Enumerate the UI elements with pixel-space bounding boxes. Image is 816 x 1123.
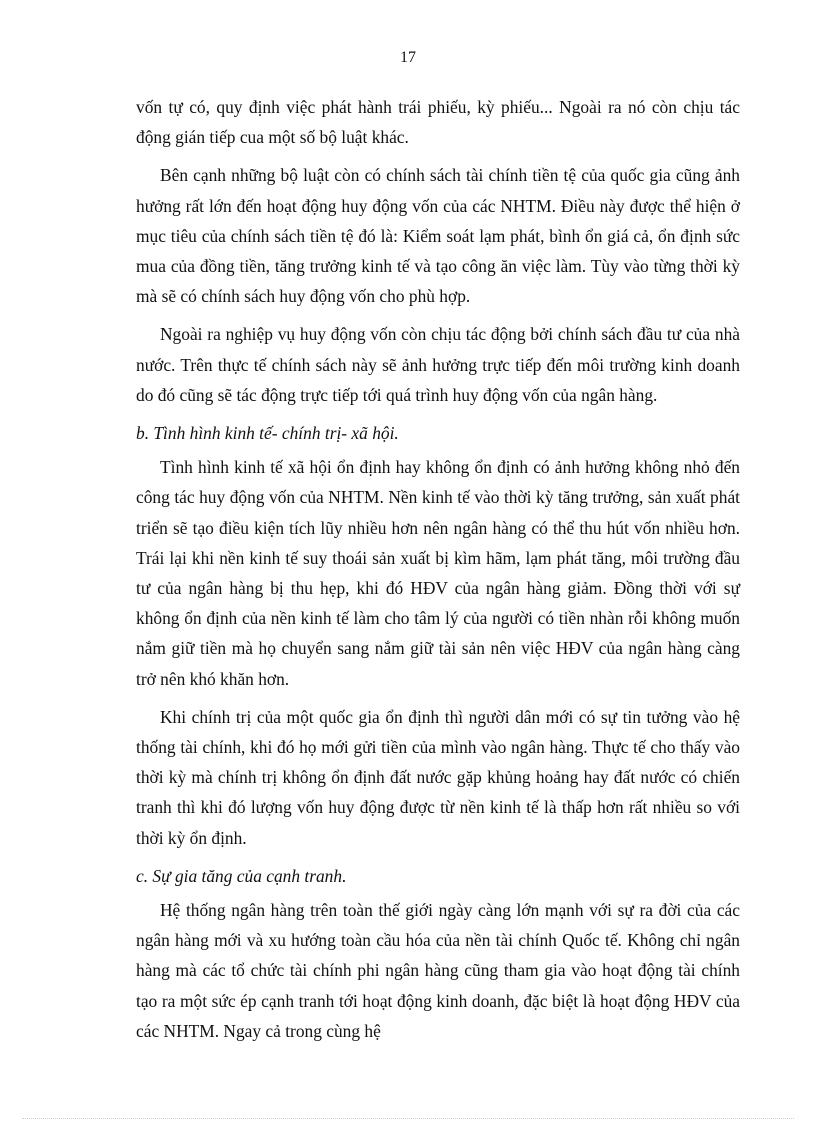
paragraph-competition: Hệ thống ngân hàng trên toàn thế giới ngày càng lớn mạnh với sự ra đời của các ngân hàng mới và xu hướng toàn cầu hóa của nền tài chính Quốc tế. Không chỉ ngân hàng mà các tổ chức tài chính phi ngân hàng cũng tham gia vào hoạt động tài chính tạo ra một sức ép cạnh tranh tới hoạt động kinh doanh, đặc biệt là hoạt động HĐV của các NHTM. Ngay cả trong cùng hệ	[136, 900, 740, 1041]
section-heading-c: c. Sự gia tăng của cạnh tranh.	[136, 865, 347, 886]
page-bottom-border	[22, 1118, 794, 1119]
section-heading-b: b. Tình hình kinh tế- chính trị- xã hội.	[136, 423, 399, 444]
paragraph-economic-situation: Tình hình kinh tế xã hội ổn định hay không ổn định có ảnh hưởng không nhỏ đến công tác huy động vốn của NHTM. Nền kinh tế vào thời kỳ tăng trưởng, sản xuất phát triển sẽ tạo điều kiện tích lũy nhiều hơn nên ngân hàng có thể thu hút vốn nhiều hơn. Trái lại khi nền kinh tế suy thoái sản xuất bị kìm hãm, lạm phát tăng, môi trường đầu tư của ngân hàng bị thu hẹp, khi đó HĐV của ngân hàng giảm. Đồng thời với sự không ổn định của nền kinh tế làm cho tâm lý của người có tiền nhàn rỗi không muốn nắm giữ tiền mà họ chuyển sang nắm giữ tài sản nên việc HĐV của ngân hàng càng trở nên khó khăn hơn.	[136, 457, 740, 689]
paragraph-investment-policy: Ngoài ra nghiệp vụ huy động vốn còn chịu tác động bởi chính sách đầu tư của nhà nước. Trên thực tế chính sách này sẽ ảnh hưởng trực tiếp đến môi trường kinh doanh do đó cũng sẽ tác động trực tiếp tới quá trình huy động vốn của ngân hàng.	[136, 324, 740, 405]
paragraph-continued: vốn tự có, quy định việc phát hành trái phiếu, kỳ phiếu... Ngoài ra nó còn chịu tác động gián tiếp cua một số bộ luật khác.	[136, 97, 740, 148]
document-body	[136, 92, 740, 1054]
paragraph-monetary-policy: Bên cạnh những bộ luật còn có chính sách tài chính tiền tệ của quốc gia cũng ảnh hưởng rất lớn đến hoạt động huy động vốn của các NHTM. Điều này được thể hiện ở mục tiêu của chính sách tiền tệ đó là: Kiểm soát lạm phát, bình ổn giá cả, ổn định sức mua của đồng tiền, tăng trưởng kinh tế và tạo công ăn việc làm. Tùy vào từng thời kỳ mà sẽ có chính sách huy động vốn cho phù hợp.	[136, 165, 740, 307]
paragraph-political-stability: Khi chính trị của một quốc gia ổn định thì người dân mới có sự tin tưởng vào hệ thống tài chính, khi đó họ mới gửi tiền của mình vào ngân hàng. Thực tế cho thấy vào thời kỳ mà chính trị không ổn định đất nước gặp khủng hoảng hay đất nước có chiến tranh thì khi đó lượng vốn huy động được từ nền kinh tế là thấp hơn rất nhiều so với thời kỳ ổn định.	[136, 706, 740, 848]
page-number: 17	[400, 49, 416, 66]
